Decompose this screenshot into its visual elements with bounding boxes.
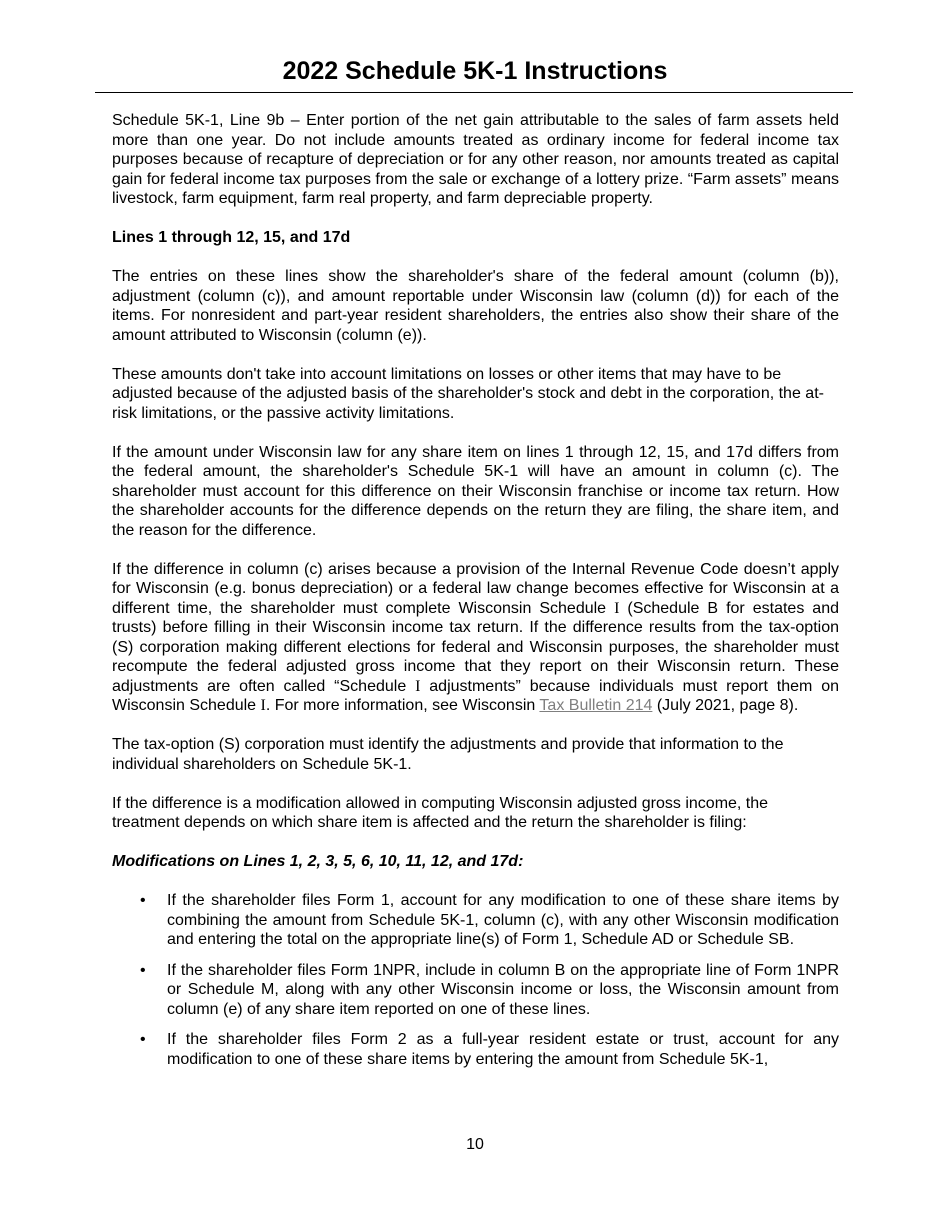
list-item-text: If the shareholder files Form 2 as a full-year resident estate or trust, account for any modification to one of these share items by entering the amount from Schedule 5K-1,: [167, 1031, 839, 1068]
paragraph-entries: The entries on these lines show the shareholder's share of the federal amount (column (b)), adjustment (column (c)), and amount reportable under Wisconsin law (column (d)) for each of the items. For nonresident and part-year resident shareholders, the entries also show their share of the amount attributed to Wisconsin (column (e)).: [112, 268, 839, 344]
schedule-i-label: I: [614, 599, 620, 617]
list-item: [112, 1030, 839, 1069]
list-item-text: If the shareholder files Form 1, account for any modification to one of these share items by combining the amount from Schedule 5K-1, column (c), with any other Wisconsin modification and entering the total on the appropriate line(s) of Form 1, Schedule AD or Schedule SB.: [167, 892, 839, 948]
p5-text-2: (Schedule B for estates and trusts) before filling in their Wisconsin income tax return. If the difference results from the tax-option (S) corporation making different elections for federal and Wisconsin purposes, the shareholder must recompute the federal adjusted gross income that they report on their Wisconsin return. These adjustments are often called “Schedule: [112, 599, 839, 695]
paragraph-line-9b: Schedule 5K-1, Line 9b – Enter portion of the net gain attributable to the sales of farm assets held more than one year. Do not include amounts treated as ordinary income for federal income tax purposes because of recapture of depreciation or for any other reason, nor amounts treated as capital gain for federal income tax purposes from the sale or exchange of a lottery prize. “Farm assets” means livestock, farm equipment, farm real property, and farm depreciable property.: [112, 112, 839, 207]
page-title: 2022 Schedule 5K-1 Instructions: [282, 57, 668, 85]
tax-bulletin-link[interactable]: Tax Bulletin 214: [539, 697, 653, 714]
p5-text-3: adjustments” because individuals must report them on Wisconsin Schedule: [112, 677, 840, 714]
p5-text-4: . For more information, see Wisconsin: [265, 697, 540, 714]
paragraph-wisconsin-law: If the amount under Wisconsin law for any share item on lines 1 through 12, 15, and 17d differs from the federal amount, the shareholder's Schedule 5K-1 will have an amount in column (c). The shareholder must account for this difference on their Wisconsin franchise or income tax return. How the shareholder accounts for the difference depends on the return they are filing, the share item, and the reason for the difference.: [112, 443, 839, 539]
section-heading-modifications: Modifications on Lines 1, 2, 3, 5, 6, 10, 11, 12, and 17d:: [112, 853, 524, 870]
paragraph-limitations: These amounts don't take into account limitations on losses or other items that may have to be adjusted because of the adjusted basis of the shareholder's stock and debt in the corporation, the at-risk limitations, or the passive activity limitations.: [112, 365, 824, 422]
list-item-text: If the shareholder files Form 1NPR, include in column B on the appropriate line of Form 1NPR or Schedule M, along with any other Wisconsin income or loss, the Wisconsin amount from column (e) of any share item reported on one of these lines.: [167, 961, 839, 1018]
modification-list: [112, 891, 839, 1069]
title-divider: [95, 92, 853, 93]
list-item: [112, 891, 839, 950]
paragraph-modification: If the difference is a modification allowed in computing Wisconsin adjusted gross income, the treatment depends on which share item is affected and the return the shareholder is filing:: [112, 794, 769, 831]
document-body: [112, 111, 839, 1080]
bullet-icon: •: [140, 1031, 146, 1048]
p5-text-1: If the difference in column (c) arises because a provision of the Internal Revenue Code doesn’t apply for Wisconsin (e.g. bonus depreciation) or a federal law change becomes effective for Wisconsin at a different time, the shareholder must complete Wisconsin Schedule: [112, 560, 839, 617]
bullet-icon: •: [140, 892, 146, 909]
paragraph-schedule-i: [112, 560, 839, 716]
schedule-i-label: I: [260, 697, 266, 714]
section-heading-lines: Lines 1 through 12, 15, and 17d: [112, 229, 351, 246]
p5-text-5: (July 2021, page 8).: [652, 697, 799, 714]
bullet-icon: •: [140, 961, 146, 979]
list-item: [112, 961, 839, 1020]
paragraph-identify-adjustments: The tax-option (S) corporation must identify the adjustments and provide that information to the individual shareholders on Schedule 5K-1.: [112, 736, 784, 773]
page-number: 10: [466, 1136, 484, 1153]
schedule-i-label: I: [415, 677, 421, 695]
